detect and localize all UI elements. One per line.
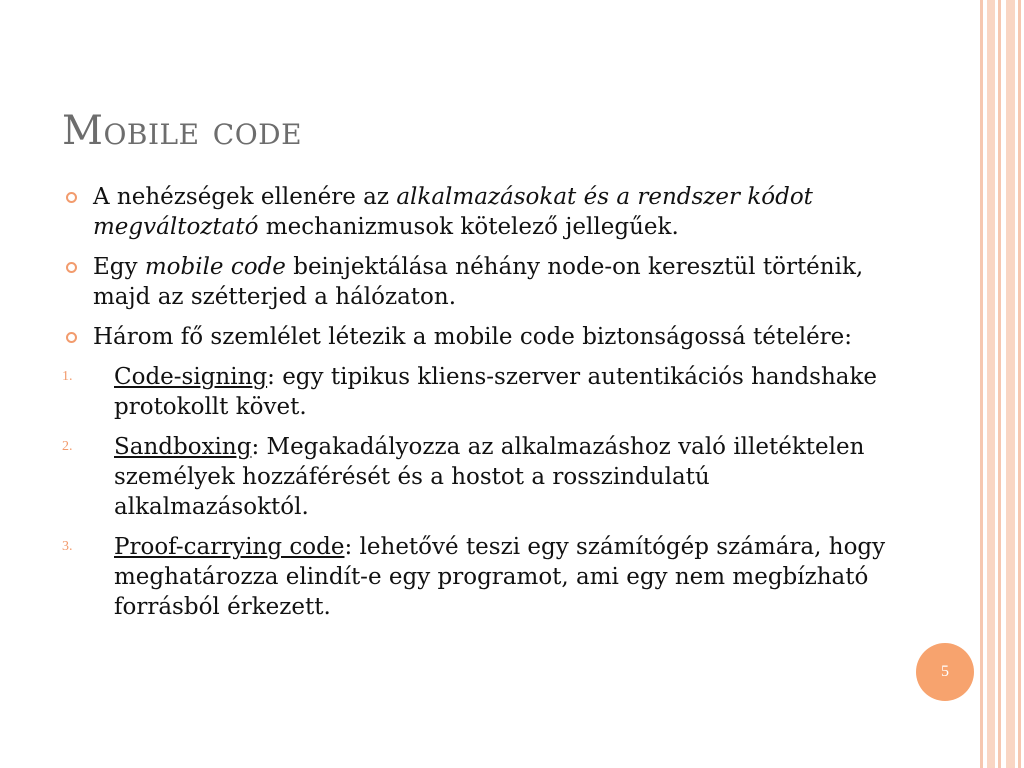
bullet-text: A nehézségek ellenére az [93,184,397,210]
page-number-badge: 5 [916,643,974,701]
bullet-emphasis: alkalmazásokat és a rendszer kódot megváltoztató [93,184,813,240]
decor-stripe-4 [1006,0,1015,768]
page-title: Mobile code [62,108,303,154]
bullet-text: beinjektálása néhány node-on keresztül történik, majd az szétterjed a hálózaton. [93,254,864,310]
item-term: Proof-carrying code [114,534,345,560]
numbered-item [62,532,902,622]
item-text: : lehetővé teszi egy számítógép számára, hogy meghatározza elindít-e egy programot, ami egy nem megbízható forrásból érkezett. [114,534,886,620]
bullet-icon [66,192,77,203]
bullet-text: Három fő szemlélet létezik a mobile code biztonságossá tételére: [93,324,853,350]
numbered-item [62,432,902,522]
bullet-icon [66,262,77,273]
item-term: Code-signing [114,364,268,390]
list-item [62,182,902,242]
bullet-emphasis: mobile code [144,254,286,280]
decor-stripe-1 [980,0,983,768]
numbered-item [62,362,902,422]
item-text: : egy tipikus kliens-szerver autentikációs handshake protokollt követ. [114,364,878,420]
item-term: Sandboxing [114,434,252,460]
item-number: 2. [62,439,73,454]
list-item [62,252,902,312]
decor-stripe-3 [998,0,1001,768]
list-item [62,322,902,352]
slide-content [62,182,902,632]
item-number: 3. [62,539,73,554]
decor-stripe-5 [1018,0,1021,768]
item-text: : Megakadályozza az alkalmazáshoz való illetéktelen személyek hozzáférését és a hostot a rosszindulatú alkalmazásoktól. [114,434,865,520]
decor-stripe-2 [987,0,995,768]
bullet-text: Egy [93,254,145,280]
bullet-text: mechanizmusok kötelező jellegűek. [258,214,679,240]
item-number: 1. [62,369,73,384]
bullet-icon [66,332,77,343]
